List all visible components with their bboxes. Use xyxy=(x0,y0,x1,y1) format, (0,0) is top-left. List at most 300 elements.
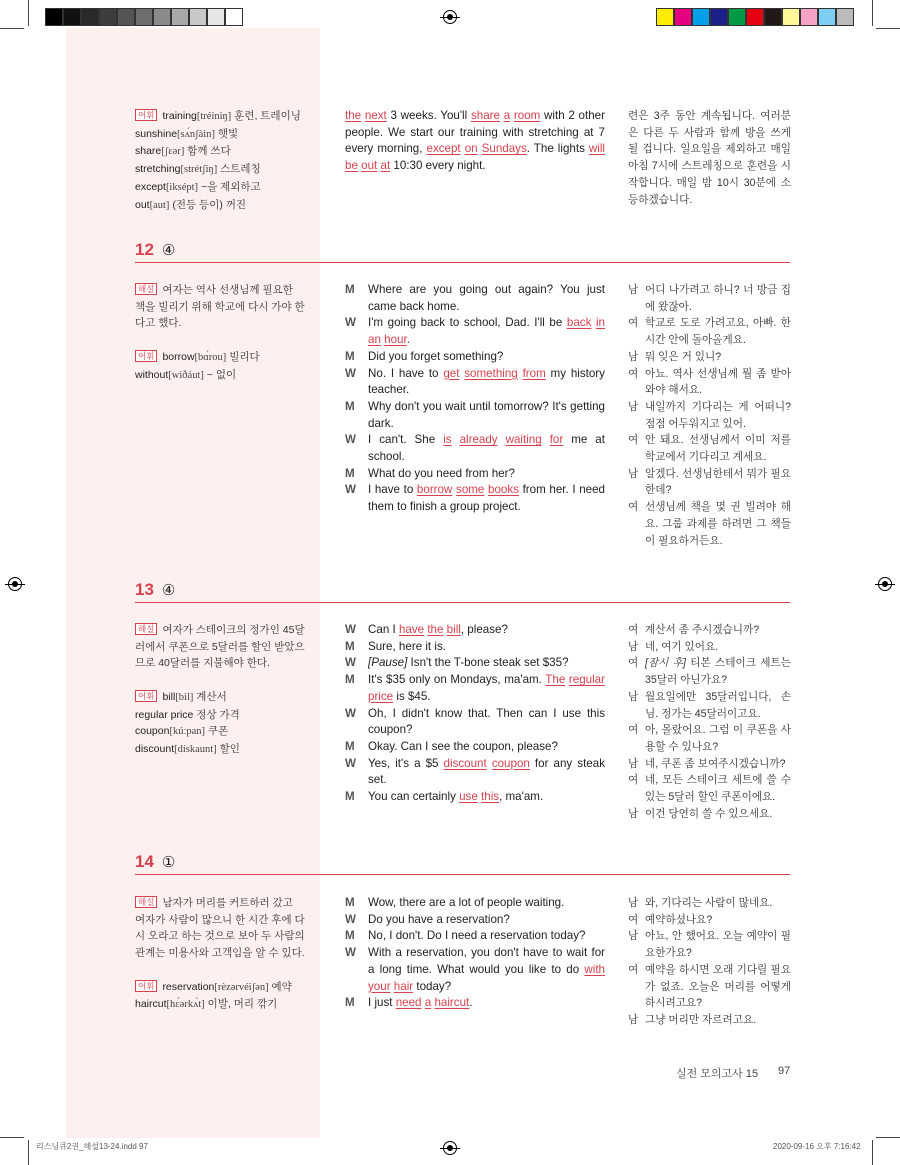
translation-text: 아뇨. 역사 선생님께 뭘 좀 받아와야 해서요. xyxy=(645,367,791,397)
speaker-label: 여 xyxy=(628,317,639,330)
color-swatch xyxy=(710,8,728,26)
vocab-entry xyxy=(135,143,305,161)
vocab-entry xyxy=(135,349,305,367)
translation-text: 알겠다. 선생님한테서 뭐가 필요한데? xyxy=(645,467,791,497)
speaker-label: 여 xyxy=(628,963,639,976)
crop-mark xyxy=(0,1137,24,1138)
translation-text: 그냥 머리만 자르려고요. xyxy=(645,1013,757,1026)
speaker-label: M xyxy=(345,399,355,413)
translation-text: 련은 3주 동안 계속됩니다. 여러분은 다른 두 사람과 함께 방을 쓰게 될 겁니다. 일요일을 제외하고 매일 아침 7시에 스트레칭으로 훈련을 시작합니다. 매일 밤 10시 30분에 소등하겠습니다. xyxy=(628,110,791,206)
question-number: 14 xyxy=(135,852,154,871)
dialogue-line xyxy=(345,466,605,483)
english-script xyxy=(345,282,605,516)
vocab-entry xyxy=(135,108,305,126)
vocab-block xyxy=(135,108,305,214)
translation-text: 뭐 잊은 거 있니? xyxy=(645,350,722,363)
key-phrase: get xyxy=(443,366,460,380)
color-swatch xyxy=(782,8,800,26)
translation-line xyxy=(628,962,791,1012)
color-swatch xyxy=(836,8,854,26)
korean-translation xyxy=(628,622,791,822)
key-phrase: be xyxy=(345,159,358,173)
vocab-word: out xyxy=(135,198,150,211)
dialogue-text: Okay. Can I see the coupon, please? xyxy=(368,739,558,753)
speaker-label: 여 xyxy=(628,657,639,670)
vocab-entry xyxy=(135,979,305,997)
speaker-label: 남 xyxy=(628,400,639,413)
vocab-pronunciation: [tréiniŋ] xyxy=(196,111,232,122)
question-header xyxy=(135,852,790,875)
translation-text: 학교로 도로 가려고요, 아빠. 한 시간 안에 돌아올게요. xyxy=(645,317,791,347)
crop-mark xyxy=(872,1140,873,1165)
dialogue-line xyxy=(345,756,605,789)
translation-text: 예약하셨나요? xyxy=(645,913,713,926)
translation-line xyxy=(628,756,791,773)
speaker-label: W xyxy=(345,316,356,330)
key-phrase: with xyxy=(584,962,605,976)
key-phrase: some xyxy=(456,483,485,497)
translation-text: 계산서 좀 주시겠습니까? xyxy=(645,624,760,636)
vocab-pronunciation: [wiðáut] xyxy=(168,369,204,381)
key-phrase: The xyxy=(545,673,566,687)
vocab-pronunciation: [hɛ́ərkʌ̀t] xyxy=(166,999,205,1011)
vocab-entry xyxy=(135,367,305,385)
stage-direction: [잠시 후] xyxy=(645,657,686,670)
vocab-entry xyxy=(135,996,305,1014)
key-phrase: for xyxy=(549,433,564,447)
page-number: 97 xyxy=(778,1065,791,1077)
explanation-block xyxy=(135,282,305,384)
dialogue-text: No. I have to get something from my history teacher. xyxy=(368,366,605,397)
translation-text: 내일까지 기다리는 게 어떠니? 점점 어두워지고 있어. xyxy=(645,400,791,430)
vocab-word: without xyxy=(135,368,169,381)
dialogue-text: I have to borrow some books from her. I need them to finish a group project. xyxy=(368,483,605,514)
grayscale-registration-bar xyxy=(45,8,243,26)
translation-line xyxy=(628,689,791,722)
vocab-entry xyxy=(135,689,305,707)
dialogue-line xyxy=(345,366,605,399)
translation-line xyxy=(628,1012,791,1029)
dialogue-text: Oh, I didn't know that. Then can I use this coupon? xyxy=(368,706,605,737)
translation-text: 이건 당연히 쓸 수 있으세요. xyxy=(645,807,773,820)
translation-line xyxy=(628,315,791,348)
vocab-tag: 어휘 xyxy=(135,690,157,702)
vocab-tag: 어휘 xyxy=(135,350,157,362)
speaker-label: W xyxy=(345,656,356,670)
vocab-tag: 어휘 xyxy=(135,109,157,121)
speaker-label: M xyxy=(345,739,355,753)
dialogue-text: No, I don't. Do I need a reservation today? xyxy=(368,929,586,943)
dialogue-text: the next 3 weeks. You'll share a room with 2 other people. We start our training with stretching at 7 every morning, except on Sundays. The lights will be out at 10:30 every night. xyxy=(345,109,605,173)
vocab-meaning: 함께 쓰다 xyxy=(187,145,231,158)
color-swatch xyxy=(800,8,818,26)
dialogue-line xyxy=(345,108,605,175)
color-swatch xyxy=(207,8,225,26)
vocab-pronunciation: [rèzərvéiʃən] xyxy=(214,981,269,993)
slug-filename: 리스닝큐2권_해설13-24.indd 97 xyxy=(36,1142,148,1151)
explanation-block xyxy=(135,895,305,1014)
vocab-pronunciation: [bil] xyxy=(175,691,194,703)
key-phrase: from xyxy=(522,366,546,380)
crop-mark xyxy=(28,0,29,26)
translation-line xyxy=(628,349,791,366)
key-phrase: at xyxy=(380,159,391,173)
dialogue-text: What do you need from her? xyxy=(368,466,515,480)
question-number: 13 xyxy=(135,580,154,599)
color-swatch xyxy=(81,8,99,26)
speaker-label: M xyxy=(345,639,355,653)
dialogue-line xyxy=(345,789,605,806)
color-swatch xyxy=(63,8,81,26)
key-phrase: share xyxy=(470,109,500,122)
translation-text: 네, 모든 스테이크 세트에 쓸 수 있는 5달러 할인 쿠폰이에요. xyxy=(645,774,791,804)
vocab-pronunciation: [sʌ́nʃàin] xyxy=(177,128,215,140)
vocab-pronunciation: [dískaunt] xyxy=(174,743,217,755)
speaker-label: 여 xyxy=(628,624,639,636)
translation-line xyxy=(628,639,791,656)
speaker-label: 여 xyxy=(628,434,639,447)
translation-text: 예약을 하시면 오래 기다릴 필요가 없죠. 오늘은 머리를 어떻게 하시려고요? xyxy=(645,963,791,1010)
dialogue-text: I can't. She is already waiting for me at school. xyxy=(368,433,605,464)
question-header xyxy=(135,580,790,603)
vocab-word: except xyxy=(135,180,166,193)
explanation-tag: 해설 xyxy=(135,896,157,908)
vocab-word: bill xyxy=(162,690,176,703)
key-phrase: the xyxy=(345,109,362,122)
key-phrase: haircut xyxy=(434,996,470,1010)
crop-mark xyxy=(876,1137,900,1138)
registration-mark-icon xyxy=(443,1141,457,1155)
key-phrase: hair xyxy=(393,979,414,993)
key-phrase: Sundays xyxy=(481,142,527,156)
key-phrase: is xyxy=(443,433,452,447)
dialogue-text: With a reservation, you don't have to wait for a long time. What would you like to do with your hair today? xyxy=(368,946,605,993)
translation-line xyxy=(628,466,791,499)
translation-line xyxy=(628,282,791,315)
vocab-pronunciation: [ʃɛər] xyxy=(161,146,185,158)
korean-translation xyxy=(628,282,791,549)
translation-line xyxy=(628,655,791,688)
dialogue-text: It's $35 only on Mondays, ma'am. The regular price is $45. xyxy=(368,673,605,703)
translation-text: 월요일에만 35달러입니다, 손님. 정가는 45달러이고요. xyxy=(645,690,791,720)
dialogue-text: Why don't you wait until tomorrow? It's getting dark. xyxy=(368,399,605,430)
english-script xyxy=(345,108,605,175)
speaker-label: 남 xyxy=(628,757,639,770)
key-phrase: price xyxy=(368,689,394,703)
dialogue-text: Sure, here it is. xyxy=(368,639,446,653)
explanation-text xyxy=(135,622,305,672)
speaker-label: 남 xyxy=(628,1013,639,1026)
speaker-label: 여 xyxy=(628,501,639,514)
vocab-word: haircut xyxy=(135,998,167,1011)
vocab-meaning: 훈련, 트레이닝 xyxy=(234,110,301,122)
vocab-pronunciation: [aut] xyxy=(149,199,170,211)
vocab-meaning: 정상 가격 xyxy=(196,708,240,721)
vocab-word: regular price xyxy=(135,708,194,721)
key-phrase: an xyxy=(368,333,381,347)
speaker-label: W xyxy=(345,946,356,960)
registration-mark-icon xyxy=(878,577,892,591)
translation-line xyxy=(628,772,791,805)
key-phrase: already xyxy=(459,433,498,447)
crop-mark xyxy=(28,1140,29,1165)
vocab-word: stretching xyxy=(135,163,181,176)
speaker-label: M xyxy=(345,790,355,804)
key-phrase: borrow xyxy=(416,483,453,497)
slug-timestamp: 2020-09-16 오후 7:16:42 xyxy=(773,1142,861,1151)
translation-line xyxy=(628,928,791,961)
registration-mark-icon xyxy=(8,577,22,591)
color-swatch xyxy=(764,8,782,26)
english-script xyxy=(345,622,605,806)
key-phrase: waiting xyxy=(505,433,542,447)
question-answer: ④ xyxy=(161,242,176,259)
dialogue-text: Do you have a reservation? xyxy=(368,912,510,926)
key-phrase: your xyxy=(368,979,391,993)
speaker-label: 남 xyxy=(628,690,639,703)
speaker-label: M xyxy=(345,349,355,363)
speaker-label: 남 xyxy=(628,930,639,943)
dialogue-line xyxy=(345,639,605,656)
translation-line xyxy=(628,806,791,823)
color-swatch xyxy=(225,8,243,26)
question-answer: ④ xyxy=(161,582,176,599)
translation-line xyxy=(628,722,791,755)
color-swatch xyxy=(153,8,171,26)
key-phrase: next xyxy=(364,109,387,122)
vocab-entry xyxy=(135,707,305,724)
vocab-word: discount xyxy=(135,742,175,755)
key-phrase: room xyxy=(513,109,541,122)
dialogue-line xyxy=(345,315,605,348)
speaker-label: 여 xyxy=(628,913,639,926)
translation-line xyxy=(628,622,791,639)
color-swatch xyxy=(656,8,674,26)
translation-text: 아뇨, 안 했어요. 오늘 예약이 필요한가요? xyxy=(645,930,791,960)
vocab-word: share xyxy=(135,145,162,158)
registration-mark-icon xyxy=(443,10,457,24)
translation-text: [잠시 후] 티본 스테이크 세트는 35달러 아닌가요? xyxy=(645,657,792,687)
korean-translation xyxy=(628,108,791,208)
vocab-meaning: 계산서 xyxy=(196,690,227,703)
vocab-meaning: 예약 xyxy=(271,980,292,993)
dialogue-text: Wow, there are a lot of people waiting. xyxy=(368,896,565,909)
vocab-entry xyxy=(135,197,305,215)
vocab-pronunciation: [strétʃiŋ] xyxy=(180,164,218,176)
dialogue-line xyxy=(345,432,605,465)
speaker-label: M xyxy=(345,896,355,909)
vocab-word: reservation xyxy=(162,980,215,993)
question-number: 12 xyxy=(135,240,154,259)
translation-line xyxy=(628,399,791,432)
speaker-label: 남 xyxy=(628,897,639,909)
dialogue-line xyxy=(345,622,605,639)
vocab-meaning: (전등 등이) 꺼진 xyxy=(172,198,247,211)
vocab-meaning: ~을 제외하고 xyxy=(200,180,261,193)
translation-text: 와, 기다리는 사람이 많네요. xyxy=(645,897,773,909)
dialogue-line xyxy=(345,706,605,739)
speaker-label: 여 xyxy=(628,774,639,787)
dialogue-line xyxy=(345,928,605,945)
color-swatch xyxy=(135,8,153,26)
vocab-meaning: 햇빛 xyxy=(217,127,239,140)
key-phrase: a xyxy=(424,996,432,1010)
vocab-pronunciation: [kúːpan] xyxy=(169,726,206,738)
speaker-label: W xyxy=(345,366,356,380)
key-phrase: hour xyxy=(384,333,407,347)
color-swatch xyxy=(818,8,836,26)
explanation-tag: 해설 xyxy=(135,623,157,635)
dialogue-text: Yes, it's a $5 discount coupon for any steak set. xyxy=(368,756,605,787)
dialogue-line xyxy=(345,895,605,912)
dialogue-text: I'm going back to school, Dad. I'll be back in an hour. xyxy=(368,316,605,347)
vocab-entry xyxy=(135,161,305,179)
question-header xyxy=(135,240,790,263)
translation-line xyxy=(628,895,791,912)
speaker-label: W xyxy=(345,483,356,497)
translation-text: 네, 여기 있어요. xyxy=(645,640,719,653)
translation-line xyxy=(628,432,791,465)
key-phrase: bill xyxy=(446,623,461,636)
dialogue-line xyxy=(345,349,605,366)
dialogue-line xyxy=(345,739,605,756)
stage-direction: [Pause] xyxy=(368,656,408,670)
color-swatch xyxy=(45,8,63,26)
key-phrase: this xyxy=(481,790,500,804)
translation-line xyxy=(628,912,791,929)
color-swatch xyxy=(171,8,189,26)
explanation-text xyxy=(135,282,305,332)
key-phrase: need xyxy=(395,996,422,1010)
key-phrase: back xyxy=(566,316,592,330)
speaker-label: M xyxy=(345,996,355,1010)
speaker-label: W xyxy=(345,623,356,636)
speaker-label: 남 xyxy=(628,807,639,820)
key-phrase: use xyxy=(459,790,478,804)
dialogue-line xyxy=(345,655,605,672)
explanation-block xyxy=(135,622,305,759)
speaker-label: 남 xyxy=(628,467,639,480)
key-phrase: except xyxy=(426,142,461,156)
vocab-meaning: 빌리다 xyxy=(229,350,260,363)
speaker-label: M xyxy=(345,466,355,480)
key-phrase: on xyxy=(464,142,478,156)
vocab-meaning: ~ 없이 xyxy=(206,368,237,381)
vocab-word: coupon xyxy=(135,725,170,738)
color-registration-bar xyxy=(656,8,854,26)
dialogue-line xyxy=(345,399,605,432)
key-phrase: have xyxy=(398,623,425,636)
dialogue-line xyxy=(345,482,605,515)
dialogue-text: Did you forget something? xyxy=(368,349,504,363)
color-swatch xyxy=(692,8,710,26)
key-phrase: in xyxy=(595,316,605,330)
dialogue-line xyxy=(345,995,605,1012)
vocab-meaning: 할인 xyxy=(219,742,240,755)
color-swatch xyxy=(99,8,117,26)
vocab-meaning: 쿠폰 xyxy=(207,725,229,738)
speaker-label: W xyxy=(345,433,356,447)
dialogue-line xyxy=(345,282,605,315)
crop-mark xyxy=(876,28,900,29)
vocab-pronunciation: [iksépt] xyxy=(165,181,199,193)
dialogue-text: You can certainly use this, ma'am. xyxy=(368,790,544,804)
vocab-entry xyxy=(135,741,305,759)
vocab-meaning: 이발, 머리 깎기 xyxy=(207,998,278,1011)
dialogue-text: I just need a haircut. xyxy=(368,996,473,1010)
speaker-label: M xyxy=(345,673,355,687)
dialogue-line xyxy=(345,672,605,705)
vocab-pronunciation: [bɑ́rou] xyxy=(194,351,227,363)
vocab-entry xyxy=(135,179,305,197)
translation-line xyxy=(628,366,791,399)
color-swatch xyxy=(746,8,764,26)
dialogue-line xyxy=(345,945,605,995)
explanation-body: 남자가 머리를 커트하러 갔고 여자가 사람이 많으니 한 시간 후에 다시 오라고 하는 것으로 보아 두 사람의 관계는 미용사와 고객임을 알 수 있다. xyxy=(135,897,305,960)
explanation-text xyxy=(135,895,305,962)
key-phrase: discount xyxy=(443,756,487,770)
vocab-meaning: 스트레칭 xyxy=(220,163,261,176)
key-phrase: a xyxy=(503,109,511,122)
key-phrase: will xyxy=(588,142,605,156)
speaker-label: W xyxy=(345,912,356,926)
speaker-label: W xyxy=(345,756,356,770)
english-script xyxy=(345,895,605,1012)
key-phrase: out xyxy=(361,159,378,173)
translation-text: 안 돼요. 선생님께서 이미 저를 학교에서 기다리고 계세요. xyxy=(645,434,791,464)
speaker-label: 남 xyxy=(628,350,639,363)
explanation-tag: 해설 xyxy=(135,283,157,295)
vocab-word: training xyxy=(162,110,197,122)
question-answer: ① xyxy=(161,854,176,871)
translation-text: 아, 몰랐어요. 그럼 이 쿠폰을 사용할 수 있나요? xyxy=(645,724,791,753)
color-swatch xyxy=(728,8,746,26)
dialogue-text: [Pause] Isn't the T-bone steak set $35? xyxy=(368,656,569,670)
speaker-label: 여 xyxy=(628,724,639,737)
dialogue-line xyxy=(345,912,605,929)
key-phrase: books xyxy=(488,483,519,497)
speaker-label: 남 xyxy=(628,284,639,296)
dialogue-text: Can I have the bill, please? xyxy=(368,623,508,636)
color-swatch xyxy=(189,8,207,26)
vocab-entry xyxy=(135,723,305,741)
vocab-word: borrow xyxy=(162,350,195,363)
vocab-tag: 어휘 xyxy=(135,980,157,992)
translation-text: 어디 나가려고 하니? 너 방금 집에 왔잖아. xyxy=(645,284,791,313)
translation-text: 선생님께 책을 몇 권 빌려야 해요. 그룹 과제를 하려면 그 책들이 필요하거든요. xyxy=(645,501,791,547)
translation-line xyxy=(628,499,791,549)
explanation-body: 여자가 스테이크의 정가인 45달러에서 쿠폰으로 5달러를 할인 받았으므로 40달러를 지불해야 한다. xyxy=(135,624,305,670)
translation-line xyxy=(628,108,791,208)
key-phrase: regular xyxy=(568,673,605,687)
footer-test-title: 실전 모의고사 15 xyxy=(676,1068,759,1080)
crop-mark xyxy=(872,0,873,26)
vocab-entry xyxy=(135,126,305,144)
translation-text: 네, 쿠폰 좀 보여주시겠습니까? xyxy=(645,757,786,770)
vocab-word: sunshine xyxy=(135,127,178,140)
dialogue-text: Where are you going out again? You just came back home. xyxy=(368,283,605,313)
crop-mark xyxy=(0,28,24,29)
speaker-label: 여 xyxy=(628,367,639,380)
color-swatch xyxy=(117,8,135,26)
explanation-body: 여자는 역사 선생님께 필요한 책을 빌리기 위해 학교에 다시 가야 한다고 했다. xyxy=(135,284,305,330)
speaker-label: 남 xyxy=(628,640,639,653)
color-swatch xyxy=(674,8,692,26)
korean-translation xyxy=(628,895,791,1029)
key-phrase: coupon xyxy=(491,756,530,770)
key-phrase: the xyxy=(427,623,444,636)
speaker-label: M xyxy=(345,929,355,943)
